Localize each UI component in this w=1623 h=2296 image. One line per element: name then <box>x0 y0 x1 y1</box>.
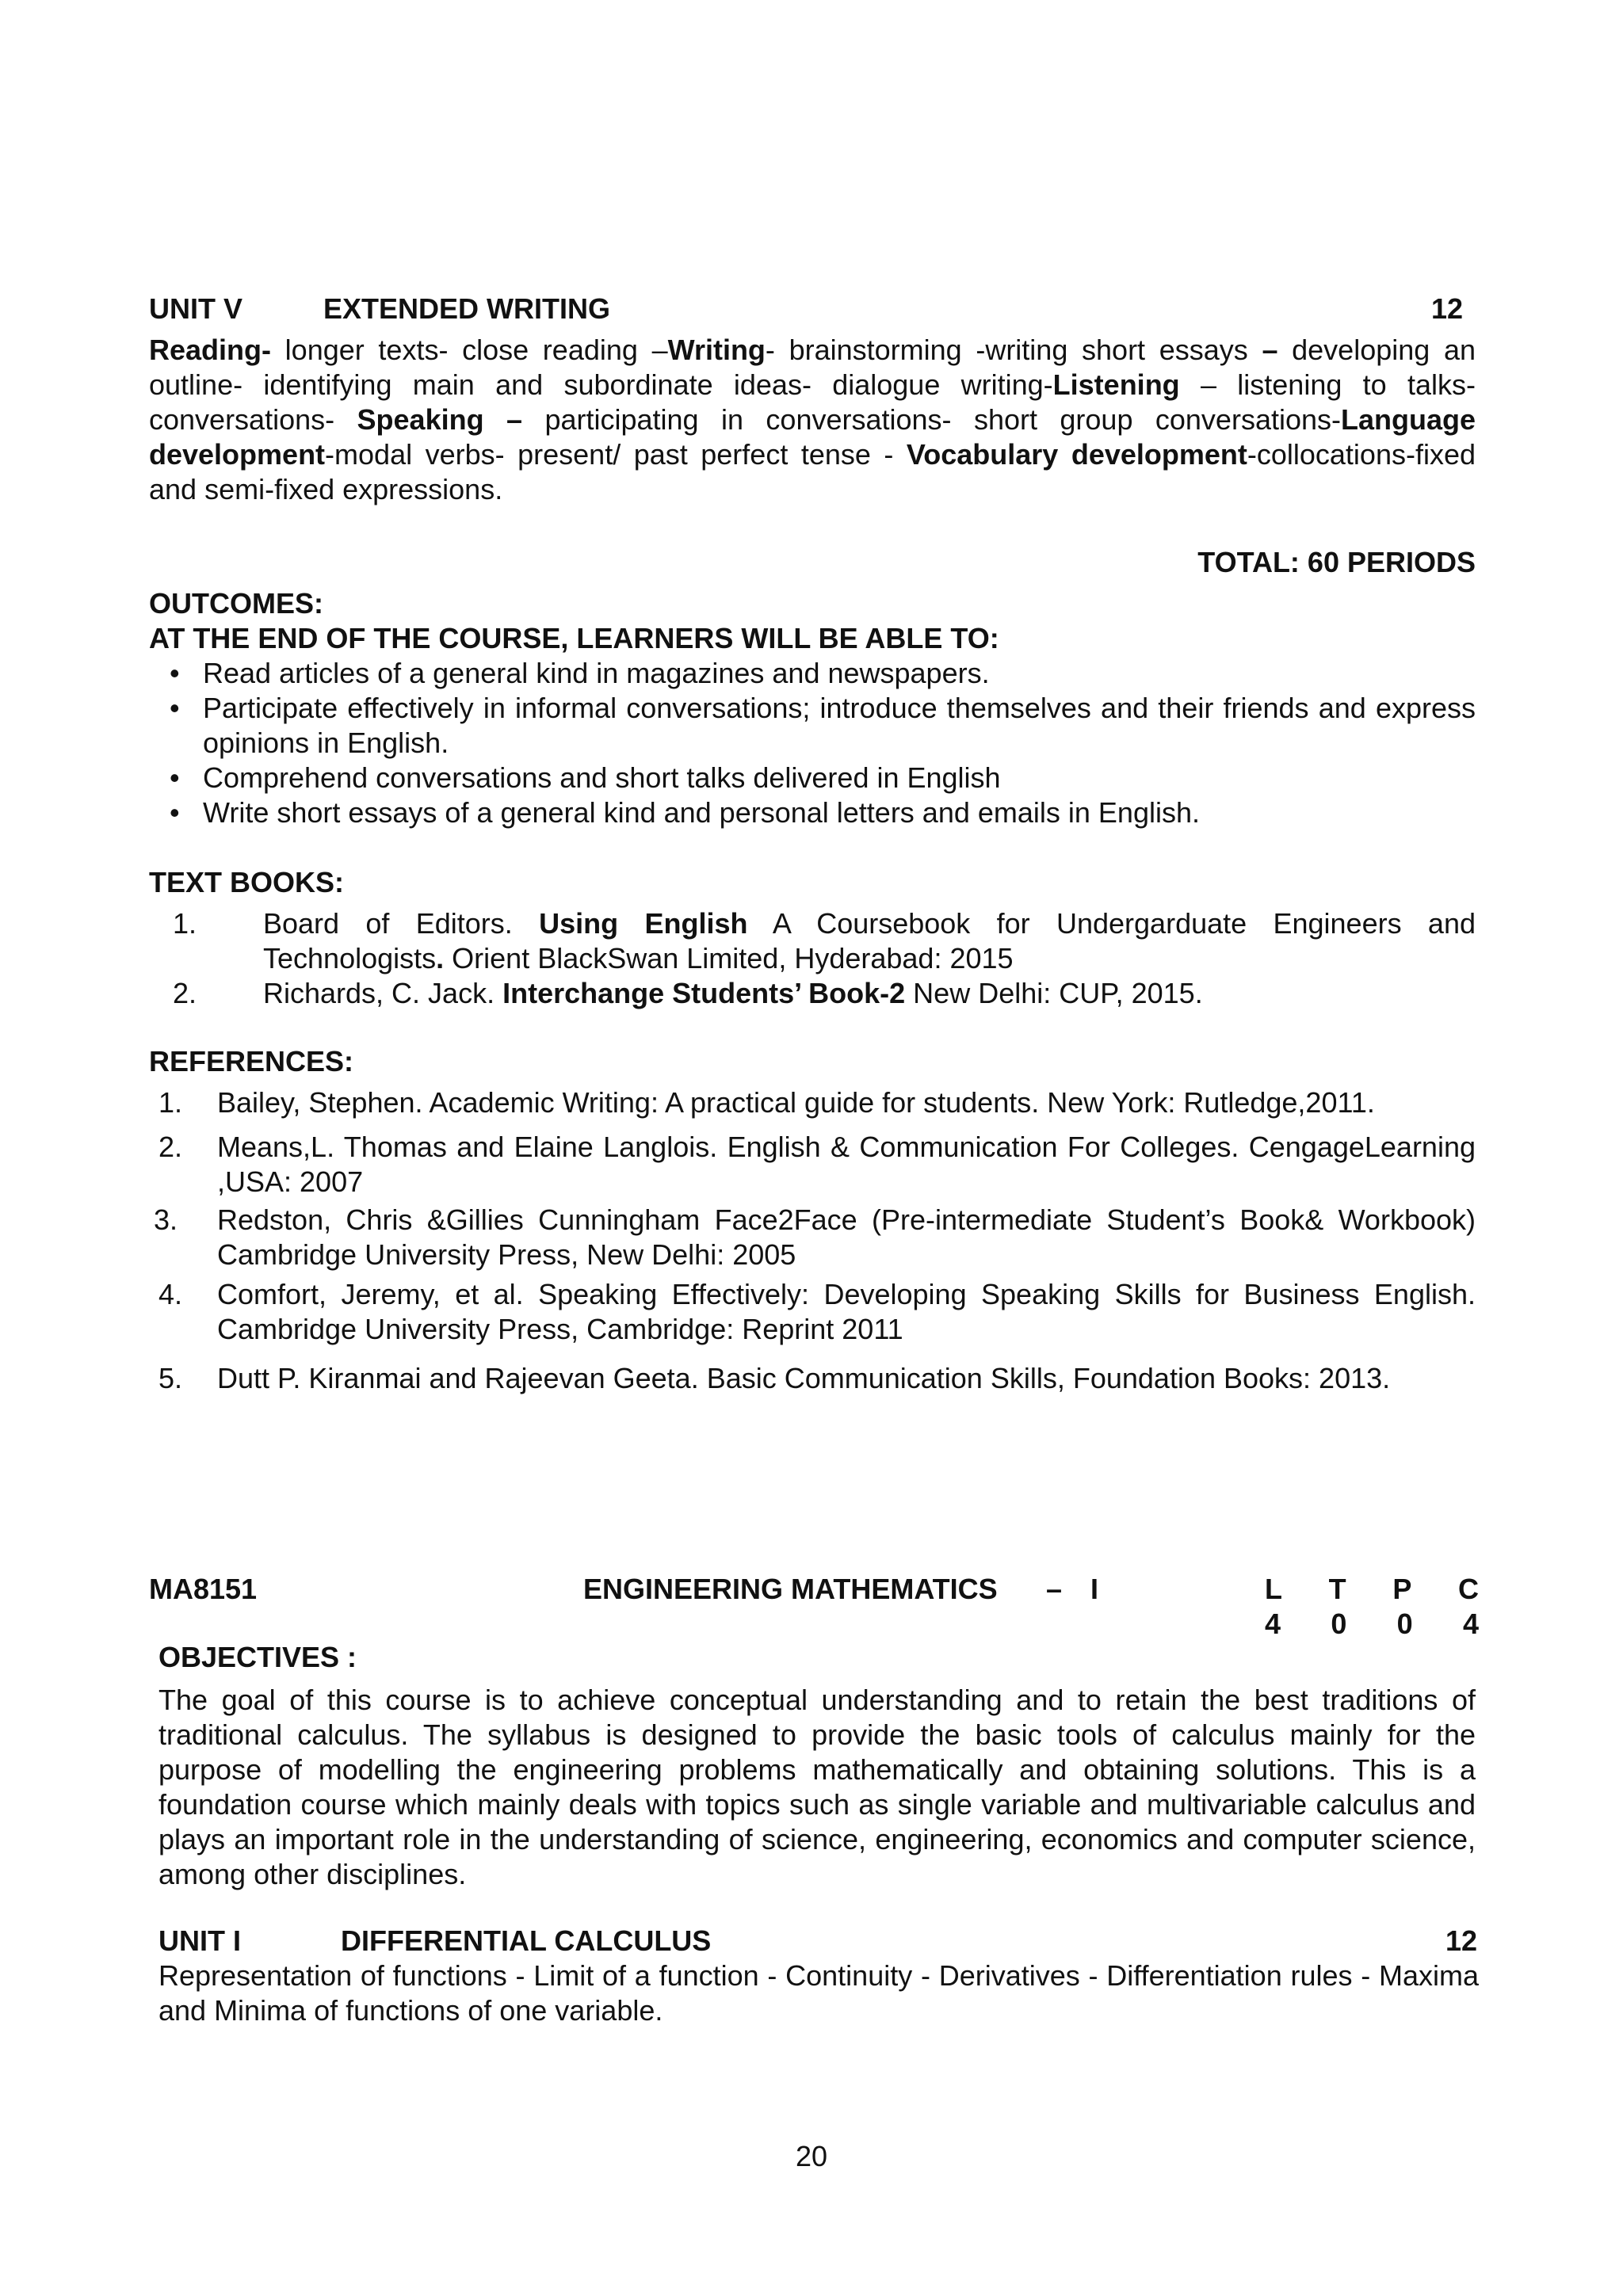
total-periods: TOTAL: 60 PERIODS <box>1197 546 1476 578</box>
list-item: 1. Bailey, Stephen. Academic Writing: A practical guide for students. New York: Rutledge,2011. <box>158 1086 1375 1119</box>
list-item: 1. Board of Editors. Using English A Coursebook for Undergarduate Engineers and Technologists. Orient BlackSwan Limited, Hyderabad: 2015 <box>173 907 1476 974</box>
bullet: • <box>170 796 180 829</box>
list-item: 5. Dutt P. Kiranmai and Rajeevan Geeta. Basic Communication Skills, Foundation Books: 2013. <box>158 1362 1391 1394</box>
list-item: 2. Means,L. Thomas and Elaine Langlois. English & Communication For Colleges. CengageLearning ,USA: 2007 <box>158 1131 1476 1198</box>
unit-i-text: Representation of functions - Limit of a function - Continuity - Derivatives - Differentiation rules - Maxima and Minima of functions of one variable. <box>158 1959 1479 2027</box>
list-item: 2. Richards, C. Jack. Interchange Students’ Book-2 New Delhi: CUP, 2015. <box>173 977 1203 1009</box>
outcomes-list <box>170 656 1476 830</box>
unit-v-label: UNIT V <box>149 292 243 325</box>
unit-i-label: UNIT I <box>158 1924 241 1957</box>
ltpc-table <box>1265 1572 1479 1642</box>
course-title-dash: – <box>1046 1573 1063 1605</box>
references-heading: REFERENCES: <box>149 1045 354 1077</box>
references-list <box>154 1085 1476 1396</box>
bullet: • <box>170 692 180 724</box>
course-title-roman: I <box>1090 1573 1099 1605</box>
language-development-label: Language development <box>149 403 1476 471</box>
listening-label: Listening <box>1052 368 1180 401</box>
list-item: • Read articles of a general kind in magazines and newspapers. <box>170 657 990 689</box>
unit-v-title: EXTENDED WRITING <box>323 292 611 325</box>
ltpc-header-row: L T P C <box>1265 1573 1479 1605</box>
list-item: • Participate effectively in informal conversations; introduce themselves and their friends and express opinions in English. <box>170 692 1476 759</box>
textbooks-heading: TEXT BOOKS: <box>149 866 345 898</box>
objectives-text: The goal of this course is to achieve conceptual understanding and to retain the best traditions of traditional calculus. The syllabus is designed to provide the basic tools of calculus mainly for the purpose of modelling the engineering problems mathematically and obtaining solutions. This is a foundation course which mainly deals with topics such as single variable and multivariable calculus and plays an important role in the understanding of science, engineering, economics and computer science, among other disciplines. <box>158 1684 1476 1890</box>
bullet: • <box>170 657 180 689</box>
ltpc-value-row: 4 0 0 4 <box>1265 1608 1479 1640</box>
page-number: 20 <box>795 2140 828 2172</box>
objectives-heading: OBJECTIVES : <box>158 1641 357 1673</box>
unit-v-hours: 12 <box>1431 292 1464 325</box>
textbooks-list <box>173 906 1476 1011</box>
unit-i-title: DIFFERENTIAL CALCULUS <box>341 1924 712 1957</box>
reading-label: Reading- <box>149 334 272 366</box>
course-code: MA8151 <box>149 1573 258 1605</box>
vocabulary-development-label: Vocabulary development <box>906 438 1247 471</box>
unit-v-content: Reading- longer texts- close reading –Writing- brainstorming -writing short essays – developing an outline- identifying main and subordinate ideas- dialogue writing-Listening – listening to talks-conversations- Speaking – participating in conversations- short group conversations-Language development-modal verbs- present/ past perfect tense - Vocabulary development-collocations-fixed and semi-fixed expressions. <box>149 334 1476 505</box>
speaking-label: Speaking – <box>357 403 523 436</box>
unit-i-hours: 12 <box>1445 1924 1478 1957</box>
outcomes-heading: OUTCOMES: <box>149 587 323 620</box>
writing-label: Writing <box>667 334 766 366</box>
list-item: • Comprehend conversations and short talks delivered in English <box>170 761 1001 794</box>
list-item: 4. Comfort, Jeremy, et al. Speaking Effectively: Developing Speaking Skills for Business English. Cambridge University Press, Cambridge: Reprint 2011 <box>158 1278 1476 1345</box>
list-item: • Write short essays of a general kind and personal letters and emails in English. <box>170 796 1200 829</box>
course-title: ENGINEERING MATHEMATICS <box>583 1573 998 1605</box>
outcomes-subheading: AT THE END OF THE COURSE, LEARNERS WILL BE ABLE TO: <box>149 622 999 654</box>
bullet: • <box>170 761 180 794</box>
list-item: 3. Redston, Chris &Gillies Cunningham Face2Face (Pre-intermediate Student’s Book& Workbook) Cambridge University Press, New Delhi: 2005 <box>154 1203 1476 1271</box>
